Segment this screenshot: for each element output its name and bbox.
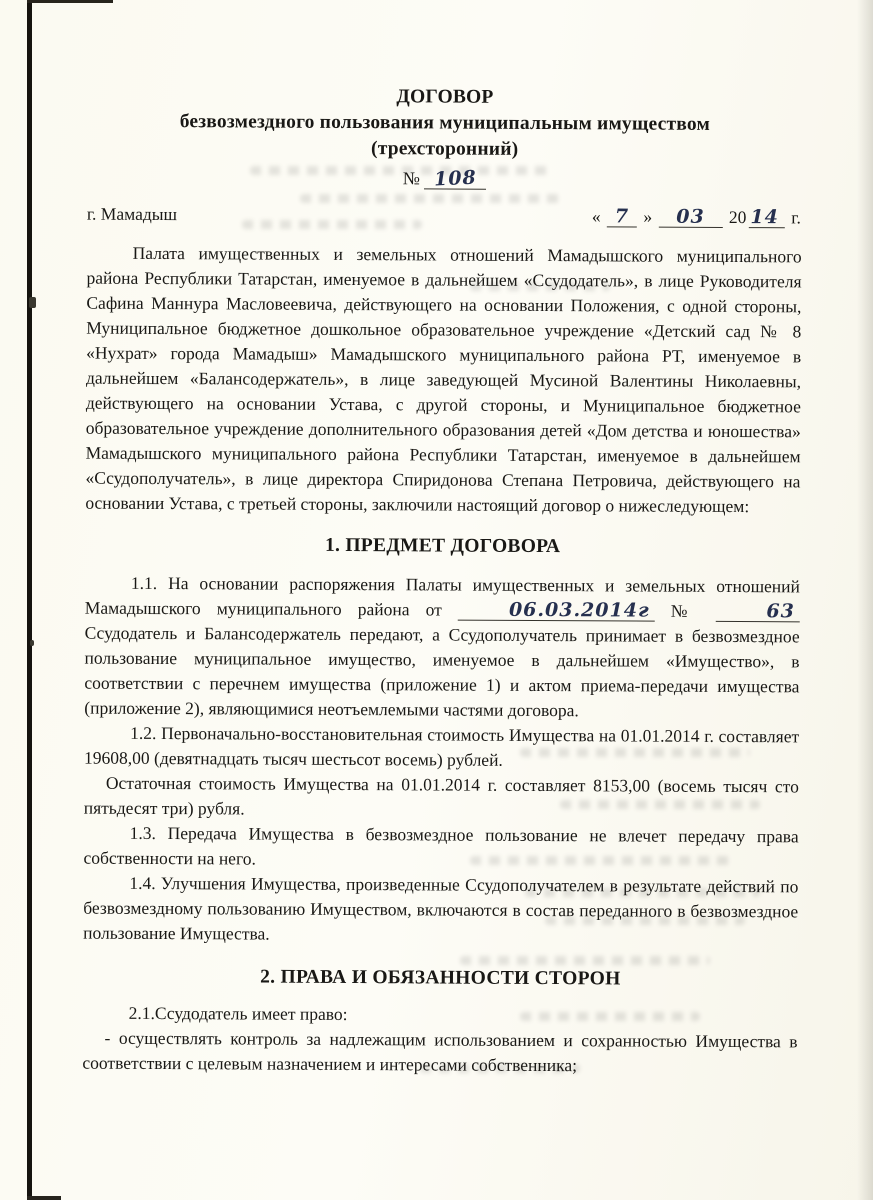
title-line-2: безвозмездного пользования муниципальным имуществом — [179, 111, 711, 135]
city-label: г. Мамадыш — [86, 203, 178, 225]
clause-1-1-text-before: 1.1. На основании распоряжения Палаты имущественных и земельных отношений Мамадышского муниципального района от — [84, 572, 800, 620]
year-value: 14 — [750, 206, 779, 229]
section-2-heading: 2. ПРАВА И ОБЯЗАННОСТИ СТОРОН — [260, 966, 621, 990]
document-title-block — [87, 83, 802, 165]
clause-2-1: 2.1.Ссудодатель имеет право: — [128, 1002, 348, 1025]
title-line-1: ДОГОВОР — [396, 86, 494, 108]
contract-number-value: 108 — [433, 166, 478, 191]
close-quote: » — [643, 206, 653, 227]
title-line-3: (трехсторонний) — [370, 138, 519, 160]
number-sign: № — [670, 600, 700, 621]
handwritten-date-blank — [458, 600, 655, 622]
section-1-heading: 1. ПРЕДМЕТ ДОГОВОРА — [324, 534, 561, 558]
year-century: 20 — [728, 206, 747, 228]
handwritten-order-number-blank — [715, 601, 800, 622]
clause-1-2-residual: Остаточная стоимость Имущества на 01.01.2014 г. составляет 8153,00 (восемь тысяч сто пятьдесят три) рубля. — [83, 772, 799, 819]
handwritten-date-value: 06.03.2014г — [508, 598, 650, 622]
clause-1-3: 1.3. Передача Имущества в безвозмездное пользование не влечет передачу права собственности на него. — [83, 822, 799, 869]
handwritten-order-number-value: 63 — [766, 600, 795, 623]
clause-1-1-text-after: Ссудодатель и Балансодержатель передают, а Ссудополучатель принимает в безвозмездное пользование муниципальное имущество, именуемое в дальнейшем «Имущество», в соответствии с перечнем имущества (приложение 1) и актом приема-передачи имущества (приложение 2), являющимися неотъемлемыми частями договора. — [84, 622, 800, 721]
year-blank — [748, 207, 785, 228]
date-group — [591, 204, 802, 230]
number-sign: № — [402, 168, 420, 189]
clause-1-1 — [84, 571, 800, 725]
month-blank — [659, 207, 723, 228]
city-and-date-line — [87, 202, 802, 231]
year-era: г. — [791, 207, 801, 228]
open-quote: « — [591, 206, 601, 227]
month-value: 03 — [676, 205, 705, 228]
clause-1-2: 1.2. Первоначально-восстановительная стоимость Имущества на 01.01.2014 г. составляет 19608,00 (девятнадцать тысяч шестьсот восемь) рублей. — [83, 722, 800, 770]
scan-bottom-edge-mark — [27, 1196, 61, 1200]
preamble-paragraph: Палата имущественных и земельных отношений Мамадышского муниципального района Республики Татарстан, именуемое в дальнейшем «Ссудодатель», в лице Руководителя Сафина Маннура Масловеевича, действующего на основании Положения, с одной стороны, Муниципальное бюджетное дошкольное образовательное учреждение «Детский сад № 8 «Нухрат» города Мамадыш» Мамадышского муниципального района РТ, именуемое в дальнейшем «Балансодержатель», в лице заведующей Мусиной Валентины Николаевны, действующего на основании Устава, с другой стороны, и Муниципальное бюджетное образовательное учреждение дополнительного образования детей «Дом детства и юношества» Мамадышского муниципального района Республики Татарстан, именуемое в дальнейшем «Ссудополучатель», в лице директора Спиридонова Степана Петровича, действующего на основании Устава, с третьей стороны, заключили настоящий договор о нижеследующем: — [85, 242, 802, 517]
day-blank — [607, 206, 637, 227]
day-value: 7 — [614, 205, 630, 228]
contract-number-blank — [424, 168, 486, 189]
contract-number-line — [87, 165, 802, 194]
clause-2-1-item-1: - осуществлять контроль за надлежащим использованием и сохранностью Имущества в соответствии с целевым назначением и интересами собственника; — [82, 1027, 798, 1076]
clause-1-4: 1.4. Улучшения Имущества, произведенные Ссудополучателем в результате действий по безвозмездному пользованию Имуществом, включаются в состав переданного в безвозмездное пользование Имущества. — [83, 872, 799, 944]
